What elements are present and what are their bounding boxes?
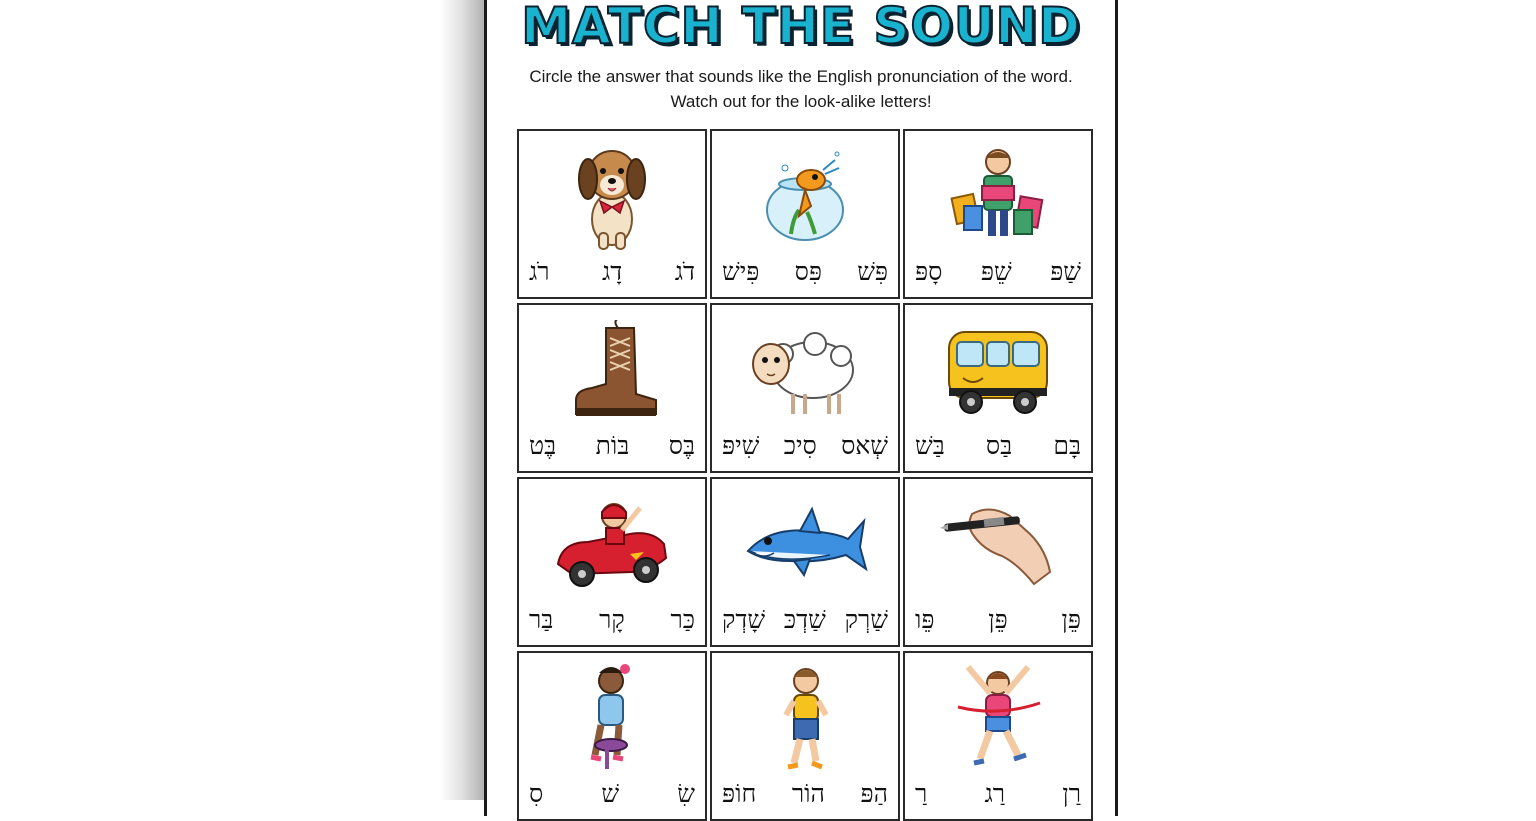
sheep-illustration xyxy=(712,313,898,427)
answer-choice[interactable]: בַּס xyxy=(985,431,1013,460)
sitting-girl-illustration xyxy=(519,661,705,775)
answer-choice[interactable]: שַׁרְק xyxy=(844,605,888,634)
answer-choice[interactable]: רַ xyxy=(915,779,928,808)
answer-choices xyxy=(718,605,892,635)
answer-choice[interactable]: סִיכ xyxy=(783,431,817,460)
answer-choice[interactable]: כַּר xyxy=(670,605,695,634)
answer-choice[interactable]: בַּשׁ xyxy=(915,431,945,460)
pen-hand-illustration xyxy=(905,487,1091,601)
answer-choices xyxy=(525,257,699,287)
answer-choice[interactable]: פֵּן xyxy=(1061,605,1081,634)
answer-choice[interactable]: פִּס xyxy=(794,257,822,286)
boot-illustration xyxy=(519,313,705,427)
cell-jumping-girl xyxy=(710,651,900,821)
answer-choice[interactable]: בַּר xyxy=(529,605,554,634)
answer-choice[interactable]: סִ xyxy=(529,779,544,808)
answer-choices xyxy=(718,431,892,461)
answer-choice[interactable]: קָר xyxy=(599,605,625,634)
answer-choices xyxy=(911,257,1085,287)
cell-sitting-girl xyxy=(517,651,707,821)
race-car-illustration xyxy=(519,487,705,601)
cell-shopping-boy xyxy=(903,129,1093,299)
dog-illustration xyxy=(519,139,705,253)
answer-choice[interactable]: פִּישׁ xyxy=(722,257,760,286)
answer-choice[interactable]: פֵּן xyxy=(988,605,1008,634)
shopping-boy-illustration xyxy=(905,139,1091,253)
instructions xyxy=(487,64,1115,114)
answer-choice[interactable]: שְׁאס xyxy=(841,431,888,460)
answer-choice[interactable]: שַׁדְכּ xyxy=(783,605,826,634)
answer-choice[interactable]: בֶּס xyxy=(668,431,695,460)
cell-sheep xyxy=(710,303,900,473)
answer-choice[interactable]: דֹג xyxy=(674,257,695,286)
answer-choices xyxy=(718,257,892,287)
answer-choices xyxy=(911,779,1085,809)
cell-dog xyxy=(517,129,707,299)
cell-boot xyxy=(517,303,707,473)
cell-runner xyxy=(903,651,1093,821)
answer-choices xyxy=(911,605,1085,635)
answer-choice[interactable]: שִׂ xyxy=(677,779,695,808)
answer-choice[interactable]: רַג xyxy=(984,779,1006,808)
answer-choice[interactable]: רֹג xyxy=(529,257,550,286)
answer-choice[interactable]: חוֹפּ xyxy=(722,779,757,808)
answer-choice[interactable]: רַן xyxy=(1062,779,1081,808)
answer-choice[interactable]: שׁ xyxy=(601,779,620,808)
answer-choice[interactable]: בֶּט xyxy=(529,431,557,460)
cell-fish xyxy=(710,129,900,299)
instruction-line-2: Watch out for the look-alike letters! xyxy=(670,92,932,111)
answer-choice[interactable]: סָפּ xyxy=(915,257,943,286)
answer-choice[interactable]: הַפּ xyxy=(860,779,888,808)
answer-choice[interactable]: בּוֹת xyxy=(595,431,630,460)
worksheet-title: MATCH THE SOUND xyxy=(521,0,1081,55)
answer-choice[interactable]: בָּם xyxy=(1053,431,1081,460)
answer-choice[interactable]: הוֹר xyxy=(791,779,825,808)
bus-illustration xyxy=(905,313,1091,427)
runner-illustration xyxy=(905,661,1091,775)
answer-choices xyxy=(525,431,699,461)
page-shadow xyxy=(440,0,488,800)
answer-choices xyxy=(525,779,699,809)
worksheet-page xyxy=(484,0,1118,816)
answer-grid xyxy=(517,129,1093,821)
answer-choices xyxy=(718,779,892,809)
answer-choices xyxy=(525,605,699,635)
fish-illustration xyxy=(712,139,898,253)
answer-choice[interactable]: שֵׁפּ xyxy=(980,257,1012,286)
instruction-line-1: Circle the answer that sounds like the English pronunciation of the word. xyxy=(529,67,1073,86)
cell-race-car xyxy=(517,477,707,647)
answer-choice[interactable]: פֵּו xyxy=(915,605,935,634)
jumping-girl-illustration xyxy=(712,661,898,775)
answer-choice[interactable]: פִּשׁ xyxy=(857,257,888,286)
answer-choice[interactable]: שַׁפּ xyxy=(1050,257,1081,286)
answer-choice[interactable]: שָׁדְק xyxy=(722,605,766,634)
answer-choice[interactable]: שִׁיפּ xyxy=(722,431,760,460)
cell-pen-hand xyxy=(903,477,1093,647)
answer-choice[interactable]: דָג xyxy=(602,257,623,286)
answer-choices xyxy=(911,431,1085,461)
cell-bus xyxy=(903,303,1093,473)
cell-shark xyxy=(710,477,900,647)
shark-illustration xyxy=(712,487,898,601)
